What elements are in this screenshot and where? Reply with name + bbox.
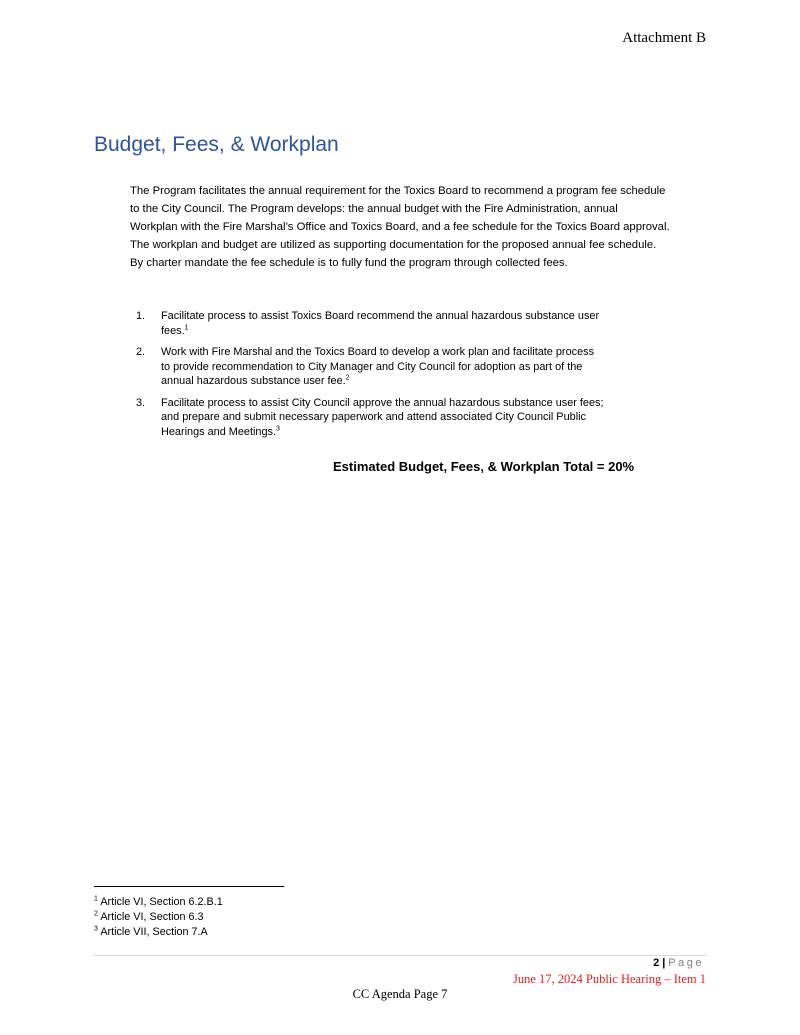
list-item-line: Hearings and Meetings. <box>161 425 277 438</box>
hearing-note: June 17, 2024 Public Hearing – Item 1 <box>512 972 706 986</box>
list-item-line: to provide recommendation to City Manager and City Council for adoption as part of the <box>161 360 583 373</box>
footnote-text: Article VI, Section 6.2.B.1 <box>100 896 223 908</box>
footnote <box>94 925 223 940</box>
footnote-mark: 2 <box>94 910 98 918</box>
footnotes <box>94 895 223 940</box>
intro-paragraph <box>130 182 715 272</box>
footnote-text: Article VI, Section 6.3 <box>100 911 204 923</box>
intro-line: to the City Council. The Program develops: the annual budget with the Fire Administration, annual <box>130 203 618 215</box>
footnote-mark: 1 <box>94 895 98 903</box>
page-label: Page <box>668 957 704 969</box>
intro-line: By charter mandate the fee schedule is to fully fund the program through collected fees. <box>130 257 568 269</box>
footnote-mark: 3 <box>94 925 98 933</box>
estimated-total: Estimated Budget, Fees, & Workplan Total = 20% <box>333 459 635 474</box>
list-item-line: Facilitate process to assist City Council approve the annual hazardous substance user fees; <box>161 396 604 409</box>
list-item-number: 1. <box>136 310 146 322</box>
footnote-divider <box>94 886 284 887</box>
footnote-text: Article VII, Section 7.A <box>100 926 208 938</box>
list-item-line: annual hazardous substance user fee. <box>161 375 346 387</box>
section-heading: Budget, Fees, & Workplan <box>94 133 339 156</box>
list-item-line: fees. <box>161 324 185 337</box>
list-item-line: Work with Fire Marshal and the Toxics Board to develop a work plan and facilitate process <box>161 346 595 358</box>
intro-line: The Program facilitates the annual requirement for the Toxics Board to recommend a program fee schedule <box>130 185 666 197</box>
footnote-reference[interactable]: 3 <box>276 424 280 432</box>
agenda-page: CC Agenda Page 7 <box>352 987 448 1001</box>
intro-line: The workplan and budget are utilized as supporting documentation for the proposed annual fee schedule. <box>130 239 657 251</box>
list-item <box>136 345 656 389</box>
attachment-label: Attachment B <box>622 30 706 46</box>
list-item <box>136 396 656 440</box>
list-item-line: and prepare and submit necessary paperwork and attend associated City Council Public <box>161 411 586 423</box>
workplan-list <box>136 309 656 446</box>
list-item-number: 3. <box>136 396 146 409</box>
footnote <box>94 895 223 910</box>
page-number <box>653 957 704 969</box>
footnote <box>94 910 223 925</box>
list-item-line: Facilitate process to assist Toxics Board recommend the annual hazardous substance user <box>161 310 600 322</box>
footer-divider <box>94 955 706 956</box>
footnote-reference[interactable]: 1 <box>184 323 189 331</box>
list-item <box>136 309 656 338</box>
page-number-value: 2 <box>653 957 660 969</box>
list-item-number: 2. <box>136 346 146 358</box>
page-separator: | <box>662 957 666 969</box>
footnote-reference[interactable]: 2 <box>345 374 350 382</box>
intro-line: Workplan with the Fire Marshal’s Office and Toxics Board, and a fee schedule for the Toxics Board approval. <box>130 221 670 233</box>
